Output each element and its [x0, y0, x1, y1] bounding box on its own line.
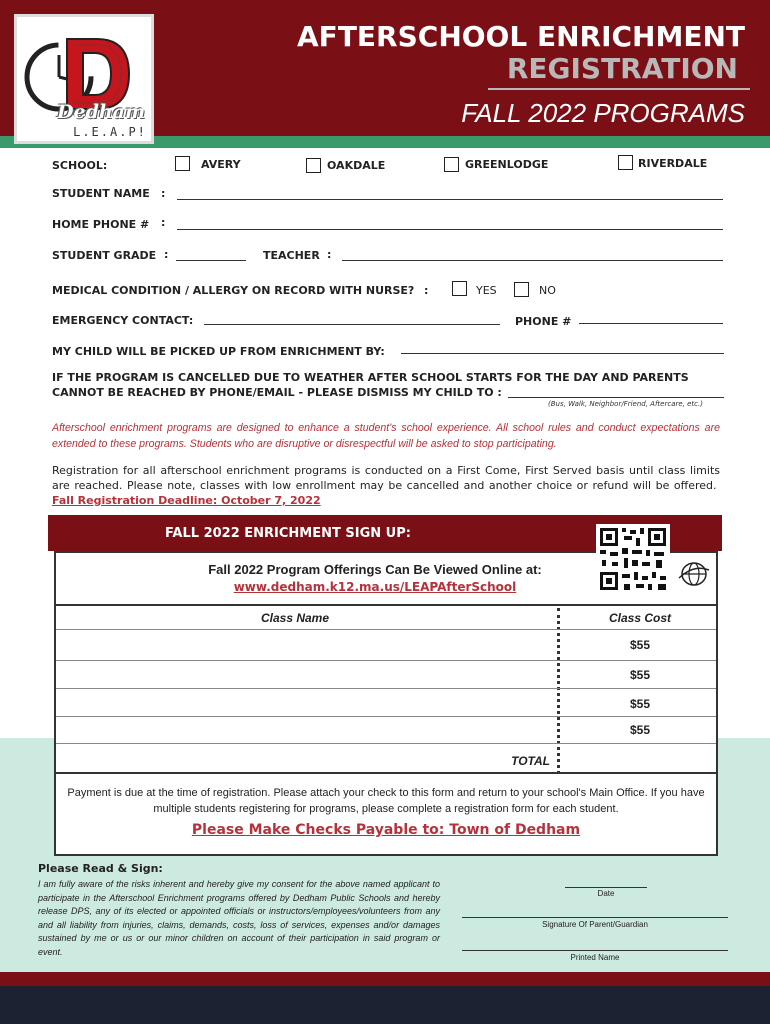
teacher-field[interactable]: [342, 260, 723, 261]
class-cost-cell: $55: [629, 638, 651, 652]
column-divider: [557, 608, 560, 774]
signature-label: Signature Of Parent/Guardian: [542, 920, 648, 929]
table-row-divider: [56, 688, 716, 689]
student-name-label: STUDENT NAME: [52, 187, 150, 200]
medical-no-label: NO: [539, 284, 556, 297]
title-divider: [488, 88, 750, 90]
page-title-line1: AFTERSCHOOL ENRICHMENT: [297, 20, 745, 53]
payment-instructions: Payment is due at the time of registration. Please attach your check to this form and return to your school's Main Office. If you have multiple students registering for programs, please complete a registration form for each student.: [67, 787, 705, 815]
signup-title: FALL 2022 ENRICHMENT SIGN UP:: [165, 526, 411, 541]
school-label: SCHOOL:: [52, 159, 108, 172]
date-label: Date: [597, 889, 615, 898]
colon: :: [424, 284, 429, 297]
student-name-field[interactable]: [177, 199, 723, 200]
checks-payable-text: Please Make Checks Payable to: Town of Dedham: [191, 822, 581, 838]
oakdale-checkbox[interactable]: [306, 158, 321, 173]
student-grade-label: STUDENT GRADE: [52, 249, 157, 262]
teacher-label: TEACHER: [263, 249, 320, 262]
weather-notice-line1: IF THE PROGRAM IS CANCELLED DUE TO WEATHER AFTER SCHOOL STARTS FOR THE DAY AND PARENTS: [52, 371, 689, 384]
colon: :: [164, 248, 169, 261]
total-border: [56, 772, 716, 774]
class-cost-cell: $55: [629, 723, 651, 737]
avery-checkbox[interactable]: [175, 156, 190, 171]
date-field[interactable]: [565, 887, 647, 888]
footer-band: [0, 972, 770, 986]
home-phone-label: HOME PHONE #: [52, 218, 150, 231]
riverdale-checkbox[interactable]: [618, 155, 633, 170]
table-row-divider: [56, 660, 716, 661]
dedham-leap-logo: [14, 14, 154, 144]
greenlodge-label: GREENLODGE: [465, 158, 549, 171]
read-and-sign-heading: Please Read & Sign:: [38, 862, 163, 875]
registration-policy-body: Registration for all afterschool enrichment programs is conducted on a First Come, First Served basis until class limits are reached. Please note, classes with low enrollment may be cancelled and another choice or refund will be offered.: [52, 464, 720, 492]
weather-notice-line2: CANNOT BE REACHED BY PHONE/EMAIL - PLEASE DISMISS MY CHILD TO :: [52, 386, 502, 399]
total-label: TOTAL: [511, 754, 550, 768]
printed-name-label: Printed Name: [570, 953, 620, 962]
emergency-contact-field[interactable]: [204, 324, 500, 325]
colon: :: [161, 187, 166, 200]
class-name-column-header: Class Name: [260, 611, 330, 625]
class-cost-cell: $55: [629, 697, 651, 711]
medical-no-checkbox[interactable]: [514, 282, 529, 297]
program-intro-text: Afterschool enrichment programs are designed to enhance a student's school experience. All school rules and conduct expectations are extended to these programs. Students who are disruptive or disrespectful will be asked to stop participating.: [52, 422, 720, 450]
oakdale-label: OAKDALE: [327, 159, 386, 172]
registration-policy-text: [52, 463, 720, 508]
logo-tagline: L.E.A.P!: [73, 125, 147, 139]
program-url-link[interactable]: www.dedham.k12.ma.us/LEAPAfterSchool: [233, 580, 517, 594]
medical-condition-label: MEDICAL CONDITION / ALLERGY ON RECORD WITH NURSE?: [52, 284, 415, 297]
signature-field[interactable]: [462, 917, 728, 918]
student-grade-field[interactable]: [176, 260, 246, 261]
class-cost-cell: $55: [629, 668, 651, 682]
page-title-line2: REGISTRATION: [506, 52, 738, 85]
class-cost-column-header: Class Cost: [608, 611, 672, 625]
colon: :: [327, 248, 332, 261]
medical-yes-checkbox[interactable]: [452, 281, 467, 296]
colon: :: [161, 216, 166, 229]
avery-label: AVERY: [201, 158, 241, 171]
web-globe-icon: [677, 560, 711, 588]
emergency-phone-field[interactable]: [579, 323, 723, 324]
medical-yes-label: YES: [476, 284, 497, 297]
pickup-label: MY CHILD WILL BE PICKED UP FROM ENRICHMENT BY:: [52, 345, 385, 358]
pickup-field[interactable]: [401, 353, 724, 354]
liability-release-text: I am fully aware of the risks inherent and hereby give my consent for the above named applicant to participate in the Afterschool Enrichment programs offered by Dedham Public Schools and hereby release DPS, any of its elected or appointed officials or instructors/employees/volunteers from any and all liability from injuries, claims, demands, costs, loss of services, expenses and/or damages sustained by me or us or our minor children on account of their participation in said program or event.: [38, 879, 440, 957]
page-subtitle: FALL 2022 PROGRAMS: [461, 98, 745, 128]
logo-wordmark: Dedham: [57, 101, 146, 123]
emergency-contact-label: EMERGENCY CONTACT:: [52, 314, 194, 327]
online-offerings-text: Fall 2022 Program Offerings Can Be Viewed Online at:: [208, 562, 542, 577]
dismissal-field[interactable]: [508, 397, 724, 398]
phone-label: PHONE #: [515, 315, 572, 328]
registration-deadline: Fall Registration Deadline: October 7, 2022: [52, 494, 321, 507]
greenlodge-checkbox[interactable]: [444, 157, 459, 172]
dismissal-hint: (Bus, Walk, Neighbor/Friend, Aftercare, etc.): [548, 400, 703, 408]
riverdale-label: RIVERDALE: [638, 157, 708, 170]
table-row-divider: [56, 716, 716, 717]
table-row-divider: [56, 743, 716, 744]
printed-name-field[interactable]: [462, 950, 728, 951]
table-row-divider: [56, 629, 716, 630]
footer-dark-band: [0, 986, 770, 1024]
table-top-border: [56, 604, 716, 606]
home-phone-field[interactable]: [177, 229, 723, 230]
